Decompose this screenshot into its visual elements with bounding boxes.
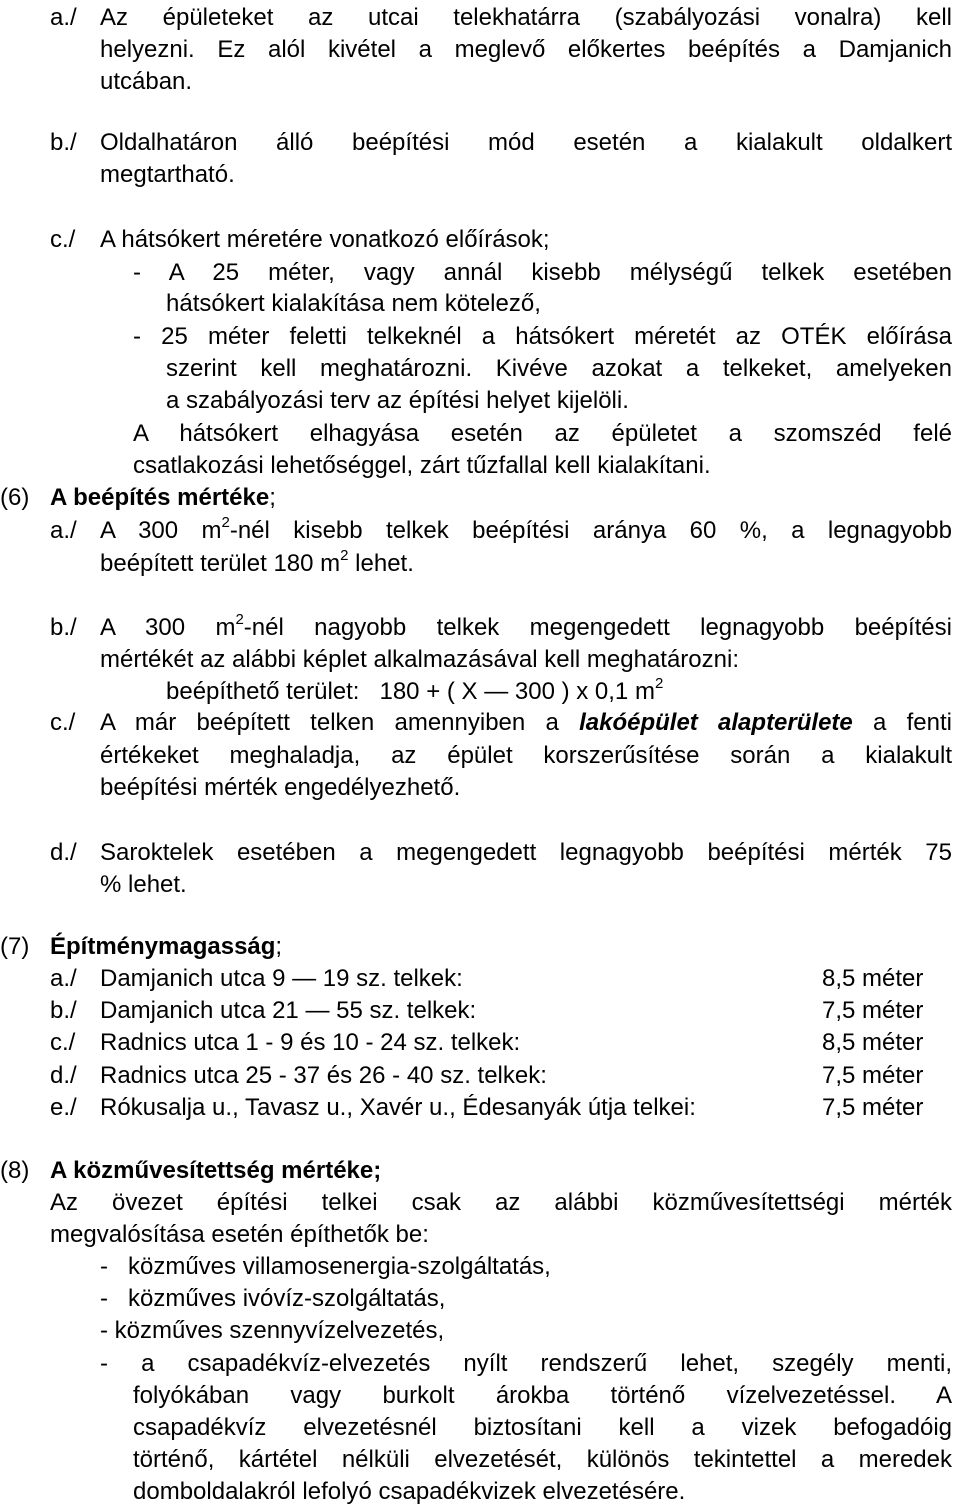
item-label-6c: c./ [50,709,76,736]
list-item: - közműves ivóvíz-szolgáltatás, [100,1285,446,1312]
height-row-value: 7,5 méter [822,997,924,1024]
text-8-cont1: folyókában vagy burkolt árokba történő vízelvezetéssel. A [133,1382,952,1409]
list-item: - közműves szennyvízelvezetés, [100,1317,445,1344]
text-5c-line5: szerint kell meghatározni. Kivéve azokat a telkeket, amelyeken [166,355,952,382]
height-row-value: 8,5 méter [822,965,924,992]
height-row-label: c./ [50,1029,76,1056]
item-label-6a: a./ [50,517,77,544]
text-8-cont2: csapadékvíz elvezetésnél biztosítani kell a vizek befogadóig [133,1414,952,1441]
section-title-7: Építménymagasság; [50,933,283,960]
text-5c-line1: A hátsókert méretére vonatkozó előírások; [100,226,550,253]
text-5a-line2: helyezni. Ez alól kivétel a meglevő előkertes beépítés a Damjanich [100,36,952,63]
height-row-text: Damjanich utca 9 — 19 sz. telkek: [100,965,463,992]
text-5c-line3: hátsókert kialakítása nem kötelező, [166,290,541,317]
item-label-5b: b./ [50,129,77,156]
height-row-label: e./ [50,1094,77,1121]
height-row-label: d./ [50,1062,77,1089]
text-6b-line2: mértékét az alábbi képlet alkalmazásával kell meghatározni: [100,646,739,673]
height-row-value: 7,5 méter [822,1062,924,1089]
text-5a-line1: Az épületeket az utcai telekhatárra (szabályozási vonalra) kell [100,4,952,31]
text-6d-line2: % lehet. [100,871,187,898]
text-8-intro1: Az övezet építési telkei csak az alábbi közművesítettségi mérték [50,1189,952,1216]
text-6a-line1: A 300 $m^2$-nél kisebb telkek beépítési aránya 60 %, a legnagyobb [100,514,952,544]
text-5c-line7: A hátsókert elhagyása esetén az épületet a szomszéd felé [133,420,952,447]
height-row-text: Damjanich utca 21 — 55 sz. telkek: [100,997,477,1024]
item-label-6d: d./ [50,839,77,866]
text-6c-line1: A már beépített telken amennyiben a lakóépület alapterülete a fenti [100,709,952,736]
height-row-text: Radnics utca 1 - 9 és 10 - 24 sz. telkek: [100,1029,521,1056]
section-number-8: (8) [0,1157,30,1184]
text-5b-line2: megtartható. [100,161,235,188]
text-5c-line4: - 25 méter feletti telkeknél a hátsókert méretét az OTÉK előírása [133,323,952,350]
height-row-label: b./ [50,997,77,1024]
text-6d-line1: Saroktelek esetében a megengedett legnagyobb beépítési mérték 75 [100,839,952,866]
text-5c-line2: - A 25 méter, vagy annál kisebb mélységű telkek esetében [133,259,952,286]
height-row-value: 7,5 méter [822,1094,924,1121]
item-label-5a: a./ [50,4,77,31]
list-item: - közműves villamosenergia-szolgáltatás, [100,1253,551,1280]
section-title-8: A közművesítettség mértéke; [50,1157,382,1184]
height-row-text: Rókusalja u., Tavasz u., Xavér u., Édesanyák útja telkei: [100,1094,696,1121]
text-5b-line1: Oldalhatáron álló beépítési mód esetén a kialakult oldalkert [100,129,952,156]
section-number-7: (7) [0,933,30,960]
text-8-cont4: domboldalakról lefolyó csapadékvizek elvezetésére. [133,1478,686,1505]
text-6b-line1: A 300 $m^2$-nél nagyobb telkek megengedett legnagyobb beépítési [100,611,952,641]
text-5a-line3: utcában. [100,68,193,95]
formula: beépíthető terület: 180 + ( X — 300 ) x 0,1 $m^2$ [166,675,664,705]
item-label-5c: c./ [50,226,76,253]
text-6a-line2: beépített terület 180 $m^2$ lehet. [100,547,414,577]
height-row-value: 8,5 méter [822,1029,924,1056]
height-row-label: a./ [50,965,77,992]
text-6c-line3: beépítési mérték engedélyezhető. [100,774,461,801]
section-number-6: (6) [0,484,30,511]
text-8-intro2: megvalósítása esetén építhetők be: [50,1221,429,1248]
section-title-6: A beépítés mértéke; [50,484,276,511]
text-6c-line2: értékeket meghaladja, az épület korszerűsítése során a kialakult [100,742,952,769]
text-5c-line8: csatlakozási lehetőséggel, zárt tűzfallal kell kialakítani. [133,452,711,479]
list-item: - a csapadékvíz-elvezetés nyílt rendszerű lehet, szegély menti, [100,1350,952,1377]
text-8-cont3: történő, kártétel nélküli elvezetését, különös tekintettel a meredek [133,1446,952,1473]
text-5c-line6: a szabályozási terv az építési helyet kijelöli. [166,387,629,414]
item-label-6b: b./ [50,614,77,641]
height-row-text: Radnics utca 25 - 37 és 26 - 40 sz. telkek: [100,1062,547,1089]
